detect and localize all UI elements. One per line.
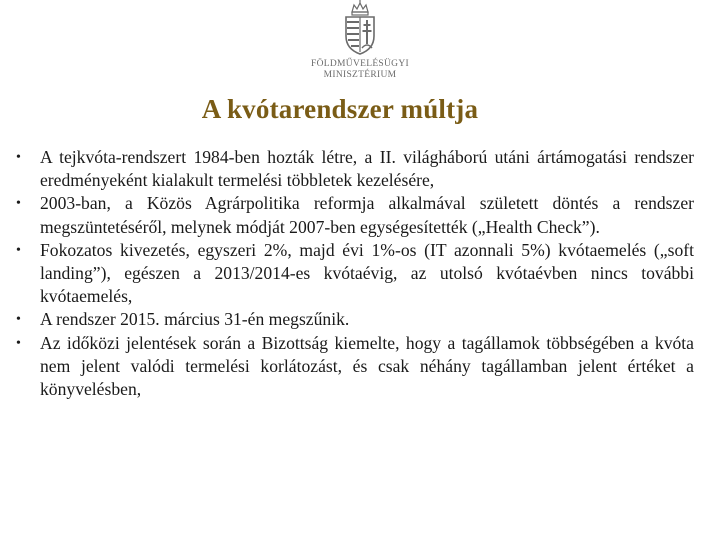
bullet-icon: • <box>16 150 21 165</box>
bullet-icon: • <box>16 196 21 212</box>
page-title: A kvótarendszer múltja <box>201 94 479 124</box>
bullet-item <box>16 146 694 192</box>
bullet-text: Fokozatos kivezetés, egyszeri 2%, majd évi 1%-os (IT azonnali 5%) kvótaemelés („soft landing”), egészen a 2013/2014-es kvótaévig, az utolsó kvótaévben nincs további kvótaemelés, <box>40 239 694 307</box>
hungarian-coat-of-arms-icon <box>340 0 380 56</box>
ministry-logo <box>290 0 430 96</box>
bullet-icon: • <box>16 312 21 328</box>
bullet-item <box>16 239 694 309</box>
bullet-text: A tejkvóta-rendszert 1984-ben hozták létre, a II. világháború utáni ártámogatási rendszer eredményeként kialakult termelési többletek kezelésére, <box>40 147 694 191</box>
bullet-item <box>16 332 694 402</box>
bullet-text: Az időközi jelentések során a Bizottság kiemelte, hogy a tagállamok többségében a kvóta nem jelent valódi termelési korlátozást, és csak néhány tagállamban jelent értéket a könyvelésben, <box>40 332 694 400</box>
bullet-text: A rendszer 2015. március 31-én megszűnik. <box>40 309 350 330</box>
bullet-icon: • <box>16 242 21 258</box>
ministry-name-line1: FÖLDMŰVELÉSÜGYI <box>311 59 409 69</box>
bullet-item <box>16 308 694 331</box>
ministry-name <box>290 59 430 81</box>
bullet-text: 2003-ban, a Közös Agrárpolitika reformja alkalmával született döntés a rendszer megszüntetéséről, melynek módját 2007-ben egységesítették („Health Check”). <box>40 193 694 237</box>
bullet-icon: • <box>16 335 21 351</box>
bullet-list <box>16 146 694 401</box>
bullet-item <box>16 192 694 238</box>
ministry-name-line2: MINISZTÉRIUM <box>323 70 397 80</box>
